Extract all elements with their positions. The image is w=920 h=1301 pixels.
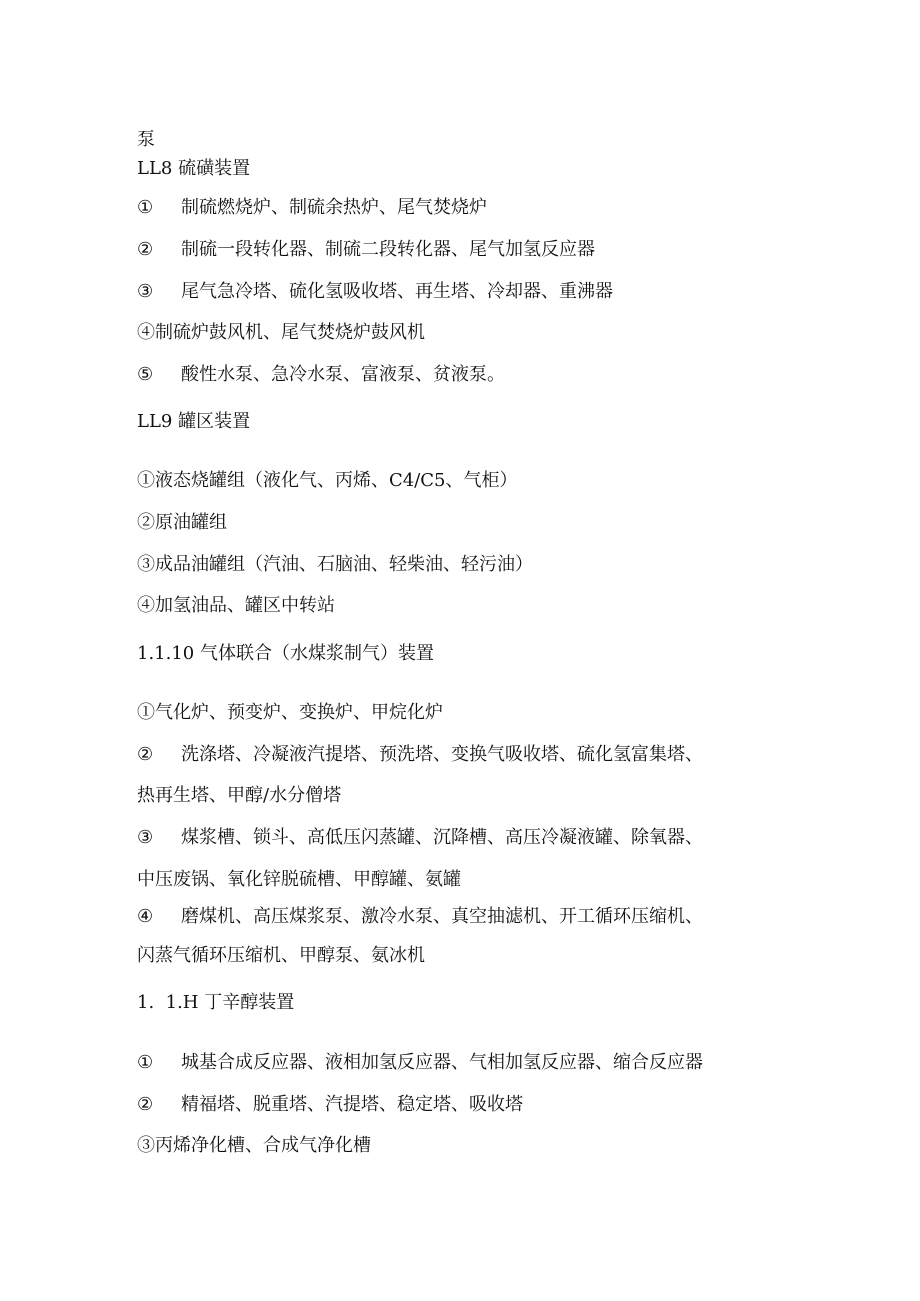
list-item: ④ 磨煤机、高压煤浆泵、激冷水泵、真空抽滤机、开工循环压缩机、 (137, 906, 703, 927)
list-item: ①气化炉、预变炉、变换炉、甲烷化炉 (137, 702, 443, 723)
list-item: ①液态烧罐组（液化气、丙烯、C4/C5、气柜） (137, 470, 518, 491)
list-item: ② 制硫一段转化器、制硫二段转化器、尾气加氢反应器 (137, 239, 595, 260)
list-item: ③ 煤浆槽、锁斗、高低压闪蒸罐、沉降槽、高压冷凝液罐、除氧器、 (137, 827, 703, 848)
item-number: ④ (137, 906, 154, 927)
list-item-continuation: 热再生塔、甲醇/水分僧塔 (137, 785, 342, 806)
list-item: ⑤ 酸性水泵、急冷水泵、富液泵、贫液泵。 (137, 364, 505, 385)
item-number: ② (137, 1094, 154, 1115)
list-item-continuation: 闪蒸气循环压缩机、甲醇泵、氨冰机 (137, 945, 425, 966)
section-heading-tank-farm: LL9 罐区装置 (137, 411, 251, 432)
list-item: ② 洗涤塔、冷凝液汽提塔、预洗塔、变换气吸收塔、硫化氢富集塔、 (137, 744, 703, 765)
item-number: ③ (137, 281, 154, 302)
list-item: ③丙烯净化槽、合成气净化槽 (137, 1135, 371, 1156)
section-heading-gas-complex: 1.1.10 气体联合（水煤浆制气）装置 (137, 643, 434, 664)
list-item: ④制硫炉鼓风机、尾气焚烧炉鼓风机 (137, 322, 425, 343)
item-number: ② (137, 744, 154, 765)
list-item: ① 制硫燃烧炉、制硫余热炉、尾气焚烧炉 (137, 197, 487, 218)
list-item: ②原油罐组 (137, 512, 227, 533)
list-item: ④加氢油品、罐区中转站 (137, 595, 335, 616)
item-number: ② (137, 239, 154, 260)
list-item: ① 城基合成反应器、液相加氢反应器、气相加氢反应器、缩合反应器 (137, 1052, 703, 1073)
item-number: ③ (137, 827, 154, 848)
line-pump-tail: 泵 (137, 129, 155, 150)
section-heading-butanol: 1. 1.H 丁辛醇装置 (137, 992, 295, 1013)
item-number: ⑤ (137, 364, 154, 385)
list-item: ③ 尾气急冷塔、硫化氢吸收塔、再生塔、冷却器、重沸器 (137, 281, 613, 302)
item-number: ① (137, 197, 154, 218)
section-heading-sulfur: LL8 硫磺装置 (137, 158, 251, 179)
list-item: ② 精福塔、脱重塔、汽提塔、稳定塔、吸收塔 (137, 1094, 523, 1115)
list-item-continuation: 中压废锅、氧化锌脱硫槽、甲醇罐、氨罐 (137, 869, 461, 890)
item-number: ① (137, 1052, 154, 1073)
list-item: ③成品油罐组（汽油、石脑油、轻柴油、轻污油） (137, 554, 533, 575)
